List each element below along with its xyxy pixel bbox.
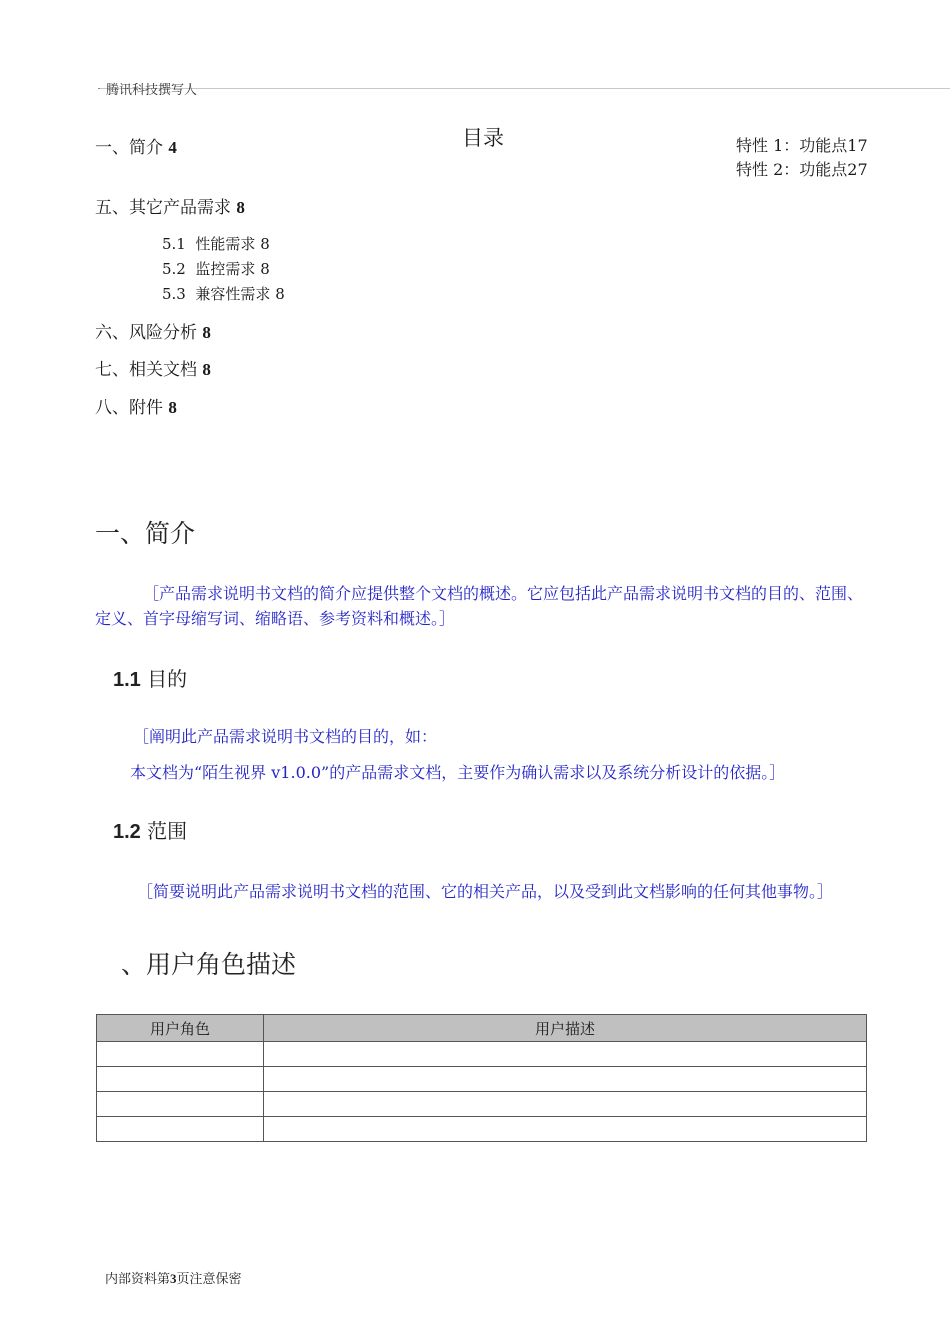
section-heading-user-roles: 、用户角色描述 <box>121 950 297 979</box>
purpose-line-1: ［阐明此产品需求说明书文档的目的，如： <box>133 727 438 746</box>
table-header-role: 用户角色 <box>97 1015 264 1042</box>
table-row <box>97 1092 867 1117</box>
toc-subitem-num: 5.2 <box>162 260 186 278</box>
toc-subitem-monitoring[interactable] <box>162 258 270 279</box>
toc-item-page: 8 <box>168 398 177 417</box>
toc-item-feature-1[interactable] <box>736 133 868 156</box>
toc-item-feature-2[interactable] <box>736 157 868 180</box>
table-header-row <box>97 1015 867 1042</box>
table-row <box>97 1067 867 1092</box>
toc-subitem-performance[interactable] <box>162 233 270 254</box>
subsection-number: 1.1 <box>113 669 141 691</box>
subsection-heading-purpose <box>113 663 187 692</box>
subsection-title: 目的 <box>147 667 188 691</box>
toc-subitem-page: 8 <box>260 235 270 253</box>
purpose-line-2: 本文档为“陌生视界 v1.0.0”的产品需求文档，主要作为确认需求以及系统分析设计的依据。］ <box>130 763 786 782</box>
header-rule <box>100 88 950 89</box>
table-cell[interactable] <box>264 1042 867 1067</box>
toc-subitem-page: 8 <box>260 260 270 278</box>
footer-prefix: 内部资料第 <box>105 1272 171 1287</box>
table-cell[interactable] <box>97 1117 264 1142</box>
toc-item-label: 特性 1：功能点 <box>736 136 848 155</box>
toc-subitem-label: 监控需求 <box>195 260 256 278</box>
scope-paragraph: ［简要说明此产品需求说明书文档的范围、它的相关产品，以及受到此文档影响的任何其他事物。］ <box>137 882 834 901</box>
toc-subitem-compatibility[interactable] <box>162 283 285 304</box>
subsection-number: 1.2 <box>113 821 141 843</box>
intro-paragraph: ［产品需求说明书文档的简介应提供整个文档的概述。它应包括此产品需求说明书文档的目的、范围、定义、首字母缩写词、缩略语、参考资料和概述。］ <box>95 584 864 628</box>
toc-subitem-page: 8 <box>275 285 285 303</box>
table-cell[interactable] <box>97 1092 264 1117</box>
toc-item-label: 六、风险分析 <box>95 323 197 343</box>
toc-item-other-requirements[interactable] <box>95 193 245 218</box>
toc-item-related-docs[interactable] <box>95 355 211 380</box>
toc-item-page: 4 <box>168 138 177 157</box>
page-footer <box>105 1268 242 1287</box>
section-heading-intro: 一、简介 <box>95 519 196 548</box>
toc-item-intro[interactable] <box>95 133 177 158</box>
toc-item-page: 8 <box>202 323 211 342</box>
footer-suffix: 页注意保密 <box>176 1272 242 1287</box>
toc-item-risk-analysis[interactable] <box>95 318 211 343</box>
table-cell[interactable] <box>264 1067 867 1092</box>
footer-page-number: 3 <box>170 1271 177 1286</box>
toc-title: 目录 <box>462 126 504 150</box>
toc-item-page: 8 <box>236 198 245 217</box>
toc-subitem-label: 性能需求 <box>195 235 256 253</box>
subsection-heading-scope <box>113 815 187 844</box>
toc-item-page: 27 <box>847 160 868 179</box>
toc-item-label: 七、相关文档 <box>95 360 197 380</box>
toc-item-page: 8 <box>202 360 211 379</box>
table-cell[interactable] <box>264 1117 867 1142</box>
toc-item-label: 五、其它产品需求 <box>95 198 231 218</box>
page-header: 腾讯科技撰写人 <box>106 83 198 98</box>
toc-item-attachments[interactable] <box>95 393 177 418</box>
toc-item-label: 一、简介 <box>95 138 163 158</box>
toc-subitem-num: 5.1 <box>162 235 186 253</box>
user-roles-table <box>96 1014 867 1142</box>
table-row <box>97 1042 867 1067</box>
table-cell[interactable] <box>97 1042 264 1067</box>
table-row <box>97 1117 867 1142</box>
toc-item-label: 特性 2：功能点 <box>736 160 848 179</box>
toc-subitem-num: 5.3 <box>162 285 186 303</box>
toc-item-label: 八、附件 <box>95 398 163 418</box>
table-cell[interactable] <box>264 1092 867 1117</box>
toc-item-page: 17 <box>847 136 868 155</box>
table-header-description: 用户描述 <box>264 1015 867 1042</box>
toc-subitem-label: 兼容性需求 <box>195 285 271 303</box>
subsection-title: 范围 <box>147 819 188 843</box>
table-cell[interactable] <box>97 1067 264 1092</box>
